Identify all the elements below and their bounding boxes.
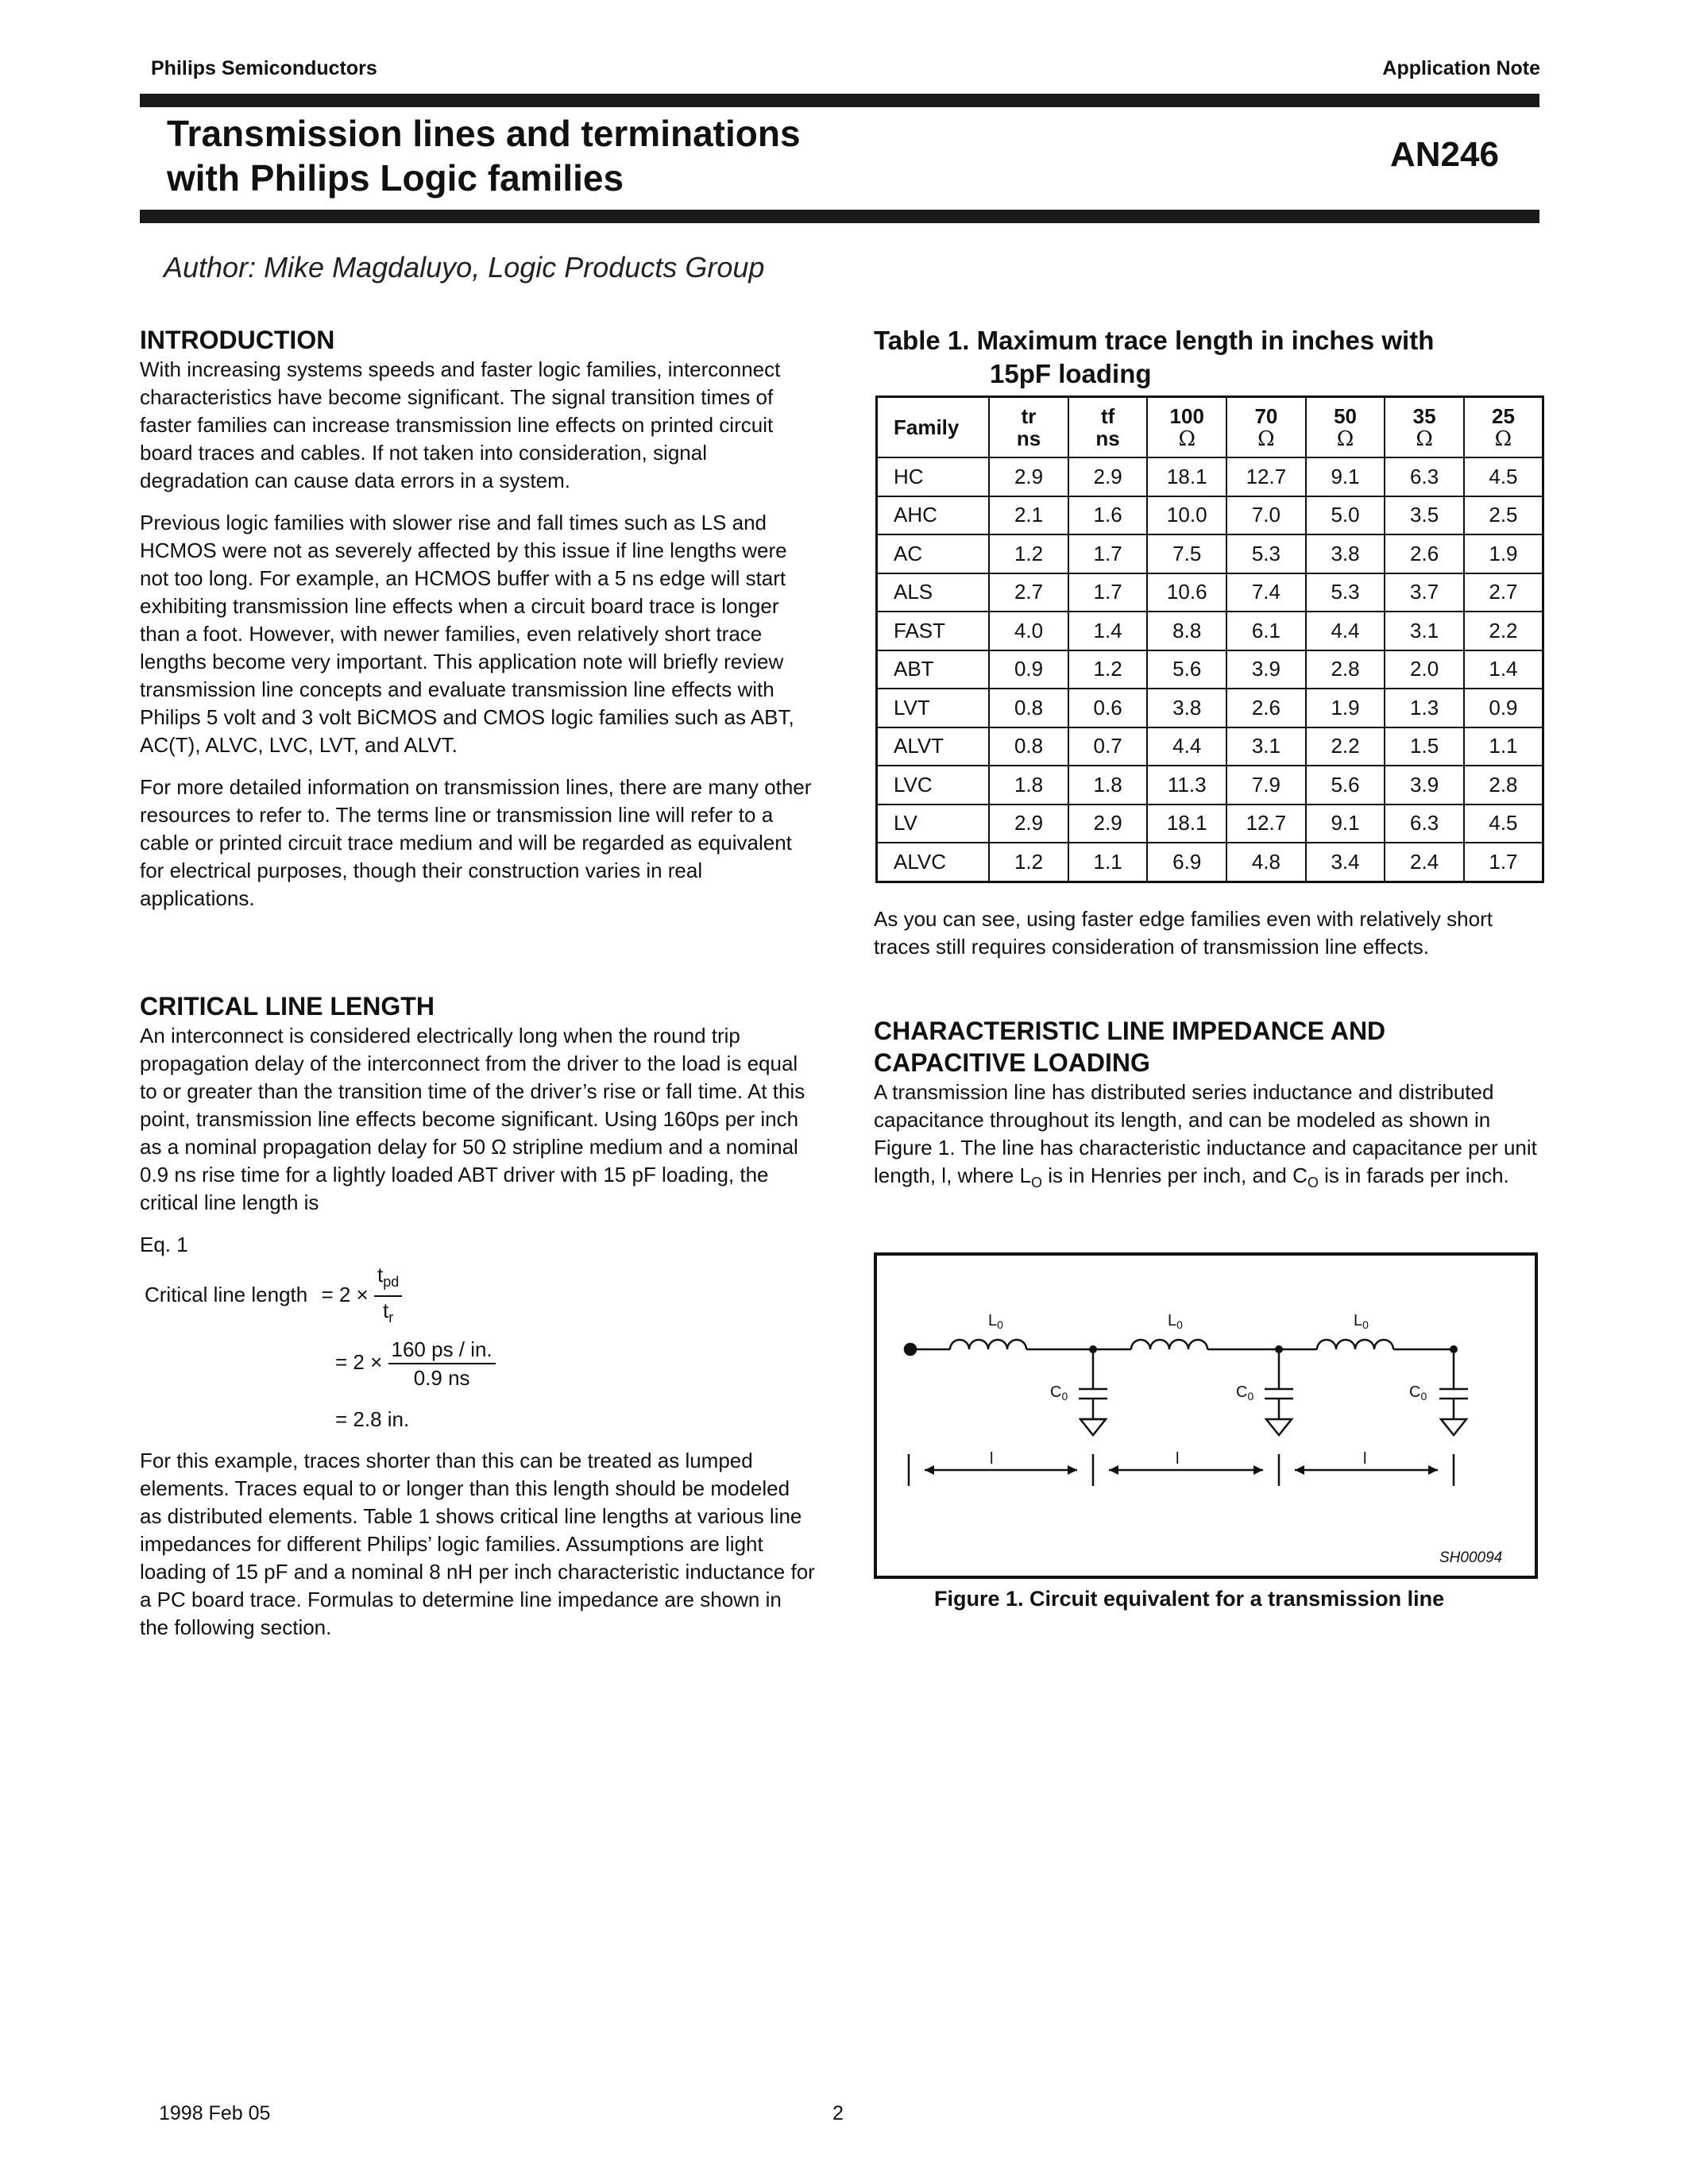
- value-cell: 1.7: [1068, 534, 1148, 573]
- critical-paragraph-1: An interconnect is considered electrically long when the round trip propagation delay of the interconnect from the driver to the load is equal to or greater than the transition time of the driver’s rise or fall time. At this point, transmission line effects become significant. Using 160ps per inch as a nominal propagation delay for 50 Ω stripline medium and a nominal 0.9 ns rise time for a lightly loaded ABT driver with 15 pF loading, the critical line length is: [140, 1024, 805, 1214]
- table-body: [877, 457, 1543, 882]
- value-cell: 0.6: [1068, 689, 1148, 727]
- value-cell: 18.1: [1147, 805, 1226, 843]
- value-cell: 1.1: [1068, 843, 1148, 882]
- value-cell: 5.0: [1306, 496, 1385, 535]
- page-number: 2: [832, 2102, 844, 2124]
- capacitor-3: [1439, 1349, 1468, 1435]
- value-cell: 2.7: [989, 573, 1068, 612]
- table-note: [874, 905, 1541, 975]
- document-id: AN246: [1390, 135, 1499, 174]
- value-cell: 12.7: [1226, 805, 1306, 843]
- critical-paragraph-2: For this example, traces shorter than this can be treated as lumped elements. Traces equal to or longer than this length should be modeled as distributed elements. Table 1 shows critical line lengths at various line impedances for different Philips’ logic families. Assumptions are light loading of 15 pF and a nominal 8 nH per inch characteristic inductance for a PC board trace. Formulas to determine line impedance are shown in the following section.: [140, 1449, 815, 1639]
- value-cell: 1.9: [1306, 689, 1385, 727]
- left-column-critical: [140, 990, 815, 1259]
- value-cell: 2.0: [1385, 650, 1464, 689]
- table-title: [874, 324, 1434, 391]
- value-cell: 1.5: [1385, 727, 1464, 766]
- column-header: 100 Ω: [1147, 397, 1226, 458]
- left-column-critical-2: [140, 1447, 815, 1656]
- value-cell: 4.5: [1464, 457, 1543, 496]
- capacitor-label: $C_0$: [1236, 1383, 1254, 1403]
- table-row: [877, 766, 1543, 805]
- value-cell: 7.4: [1226, 573, 1306, 612]
- author-line: Author: Mike Magdaluyo, Logic Products Group: [164, 251, 765, 284]
- equation-operator-1: = 2 ×: [321, 1283, 369, 1307]
- length-label: l: [1363, 1450, 1367, 1468]
- table-row: [877, 534, 1543, 573]
- family-cell: LVC: [877, 766, 990, 805]
- numerator-2: 160 ps / in.: [388, 1336, 496, 1364]
- value-cell: 0.7: [1068, 727, 1148, 766]
- equation-lhs: Critical line length: [145, 1283, 308, 1307]
- value-cell: 5.3: [1226, 534, 1306, 573]
- column-header: 25 Ω: [1464, 397, 1543, 458]
- family-cell: ALVC: [877, 843, 990, 882]
- family-cell: AHC: [877, 496, 990, 535]
- value-cell: 2.5: [1464, 496, 1543, 535]
- value-cell: 1.8: [1068, 766, 1148, 805]
- table-title-line-2: 15pF loading: [990, 359, 1152, 388]
- intro-paragraph-2: Previous logic families with slower rise and fall times such as LS and HCMOS were not as severely affected by this issue if line lengths were not too long. For example, an HCMOS buffer with a 5 ns edge will start exhibiting transmission line effects when a circuit board trace is longer than a foot. However, with newer families, even relatively short trace lengths become very important. This application note will briefly review transmission line concepts and evaluate transmission line effects with Philips 5 volt and 3 volt BiCMOS and CMOS logic families such as ABT, AC(T), ALVC, LVC, LVT, and ALVT.: [140, 511, 794, 757]
- value-cell: 18.1: [1147, 457, 1226, 496]
- equation-fraction-1: [374, 1261, 402, 1331]
- table-row: [877, 805, 1543, 843]
- circuit-diagram: [877, 1256, 1535, 1576]
- family-cell: HC: [877, 457, 990, 496]
- value-cell: 1.8: [989, 766, 1068, 805]
- table-row: [877, 650, 1543, 689]
- equation-operator-2: = 2 ×: [335, 1349, 383, 1374]
- value-cell: 1.9: [1464, 534, 1543, 573]
- table-row: [877, 612, 1543, 650]
- capacitor-1: [1079, 1349, 1107, 1435]
- length-label: l: [990, 1450, 994, 1468]
- equation-line-1: [145, 1261, 402, 1331]
- table-header-row: [877, 397, 1543, 458]
- value-cell: 1.3: [1385, 689, 1464, 727]
- family-cell: ABT: [877, 650, 990, 689]
- equation-line-2: [335, 1336, 496, 1391]
- value-cell: 9.1: [1306, 457, 1385, 496]
- table-row: [877, 843, 1543, 882]
- numerator-1: t: [377, 1263, 384, 1287]
- figure-box: [874, 1252, 1538, 1579]
- characteristic-paragraph: A transmission line has distributed series inductance and distributed capacitance throughout its length, and can be modeled as shown in Figure 1. The line has characteristic inductance and capacitance per unit length, l, where $L_O$ is in Henries per inch, and $C_O$ is in farads per inch.: [874, 1080, 1537, 1191]
- value-cell: 5.6: [1147, 650, 1226, 689]
- value-cell: 2.6: [1385, 534, 1464, 573]
- value-cell: 6.3: [1385, 457, 1464, 496]
- denominator-1: t: [382, 1298, 389, 1323]
- column-header: 70 Ω: [1226, 397, 1306, 458]
- column-header: tf ns: [1068, 397, 1148, 458]
- value-cell: 2.9: [989, 457, 1068, 496]
- value-cell: 6.3: [1385, 805, 1464, 843]
- footer-date: 1998 Feb 05: [159, 2102, 271, 2124]
- figure-code: SH00094: [1439, 1549, 1503, 1566]
- value-cell: 2.9: [1068, 457, 1148, 496]
- equation-fraction-2: [388, 1336, 496, 1391]
- column-header: 35 Ω: [1385, 397, 1464, 458]
- value-cell: 12.7: [1226, 457, 1306, 496]
- value-cell: 7.5: [1147, 534, 1226, 573]
- inductor-label: $L_0$: [1168, 1312, 1183, 1331]
- value-cell: 2.9: [989, 805, 1068, 843]
- right-column-characteristic: [874, 1015, 1541, 1211]
- value-cell: 0.9: [1464, 689, 1543, 727]
- family-cell: ALVT: [877, 727, 990, 766]
- value-cell: 2.6: [1226, 689, 1306, 727]
- value-cell: 2.4: [1385, 843, 1464, 882]
- table-row: [877, 573, 1543, 612]
- table-row: [877, 496, 1543, 535]
- value-cell: 0.8: [989, 727, 1068, 766]
- value-cell: 1.7: [1068, 573, 1148, 612]
- value-cell: 4.8: [1226, 843, 1306, 882]
- value-cell: 3.9: [1385, 766, 1464, 805]
- inductor-2: [1131, 1340, 1207, 1349]
- family-cell: LVT: [877, 689, 990, 727]
- value-cell: 3.1: [1226, 727, 1306, 766]
- value-cell: 0.8: [989, 689, 1068, 727]
- title-line-2: with Philips Logic families: [167, 157, 624, 199]
- value-cell: 4.0: [989, 612, 1068, 650]
- value-cell: 2.8: [1306, 650, 1385, 689]
- value-cell: 3.5: [1385, 496, 1464, 535]
- value-cell: 4.5: [1464, 805, 1543, 843]
- capacitor-2: [1265, 1349, 1293, 1435]
- value-cell: 1.1: [1464, 727, 1543, 766]
- value-cell: 5.6: [1306, 766, 1385, 805]
- table-note-text: As you can see, using faster edge families even with relatively short traces still requires consideration of transmission line effects.: [874, 907, 1493, 959]
- characteristic-heading-line-2: CAPACITIVE LOADING: [874, 1048, 1150, 1077]
- value-cell: 2.2: [1464, 612, 1543, 650]
- value-cell: 1.7: [1464, 843, 1543, 882]
- value-cell: 1.2: [989, 843, 1068, 882]
- value-cell: 2.8: [1464, 766, 1543, 805]
- equation-result: = 2.8 in.: [335, 1407, 410, 1431]
- inductor-label: $L_0$: [1354, 1312, 1369, 1331]
- figure-caption: Figure 1. Circuit equivalent for a transmission line: [934, 1587, 1445, 1611]
- value-cell: 2.7: [1464, 573, 1543, 612]
- value-cell: 1.2: [989, 534, 1068, 573]
- intro-paragraph-3: For more detailed information on transmission lines, there are many other resources to refer to. The terms line or transmission line will refer to a cable or printed circuit trace medium and will be regarded as equivalent for electrical purposes, though their construction varies in real applications.: [140, 775, 812, 910]
- value-cell: 5.3: [1306, 573, 1385, 612]
- characteristic-heading: [874, 1015, 1541, 1078]
- document-title: [167, 111, 801, 200]
- table-row: [877, 457, 1543, 496]
- family-cell: LV: [877, 805, 990, 843]
- column-header: 50 Ω: [1306, 397, 1385, 458]
- intro-heading: INTRODUCTION: [140, 326, 335, 354]
- denominator-1-sub: r: [388, 1310, 394, 1326]
- company-name: Philips Semiconductors: [151, 57, 377, 79]
- table-title-line-1: Table 1. Maximum trace length in inches with: [874, 326, 1435, 355]
- characteristic-heading-line-1: CHARACTERISTIC LINE IMPEDANCE AND: [874, 1017, 1386, 1045]
- value-cell: 7.0: [1226, 496, 1306, 535]
- numerator-1-sub: pd: [383, 1274, 400, 1291]
- value-cell: 1.4: [1068, 612, 1148, 650]
- inductor-1: [950, 1340, 1026, 1349]
- column-header: tr ns: [989, 397, 1068, 458]
- value-cell: 7.9: [1226, 766, 1306, 805]
- capacitor-label: $C_0$: [1409, 1383, 1427, 1403]
- value-cell: 6.9: [1147, 843, 1226, 882]
- length-label: l: [1176, 1450, 1180, 1468]
- table-row: [877, 689, 1543, 727]
- value-cell: 9.1: [1306, 805, 1385, 843]
- inductor-3: [1317, 1340, 1393, 1349]
- value-cell: 3.7: [1385, 573, 1464, 612]
- value-cell: 2.1: [989, 496, 1068, 535]
- critical-heading: CRITICAL LINE LENGTH: [140, 992, 435, 1021]
- value-cell: 0.9: [989, 650, 1068, 689]
- bottom-rule: [140, 210, 1539, 223]
- inductor-label: $L_0$: [988, 1312, 1003, 1331]
- document-type: Application Note: [1382, 57, 1540, 79]
- value-cell: 1.2: [1068, 650, 1148, 689]
- value-cell: 3.9: [1226, 650, 1306, 689]
- value-cell: 1.6: [1068, 496, 1148, 535]
- trace-length-table: [875, 396, 1544, 883]
- value-cell: 2.9: [1068, 805, 1148, 843]
- equation-label: Eq. 1: [140, 1233, 188, 1256]
- value-cell: 3.8: [1306, 534, 1385, 573]
- family-cell: ALS: [877, 573, 990, 612]
- value-cell: 3.4: [1306, 843, 1385, 882]
- family-cell: FAST: [877, 612, 990, 650]
- title-line-1: Transmission lines and terminations: [167, 113, 801, 154]
- intro-paragraph-1: With increasing systems speeds and faster logic families, interconnect characteristics have become significant. The signal transition times of faster families can increase transmission line effects on printed circuit board traces and cables. If not taken into consideration, signal degradation can cause data errors in a system.: [140, 357, 781, 492]
- value-cell: 3.8: [1147, 689, 1226, 727]
- left-column-intro: [140, 324, 815, 927]
- value-cell: 8.8: [1147, 612, 1226, 650]
- value-cell: 10.0: [1147, 496, 1226, 535]
- value-cell: 4.4: [1306, 612, 1385, 650]
- family-cell: AC: [877, 534, 990, 573]
- table-row: [877, 727, 1543, 766]
- capacitor-label: $C_0$: [1050, 1383, 1068, 1403]
- value-cell: 6.1: [1226, 612, 1306, 650]
- value-cell: 1.4: [1464, 650, 1543, 689]
- value-cell: 3.1: [1385, 612, 1464, 650]
- top-rule: [140, 94, 1539, 107]
- value-cell: 2.2: [1306, 727, 1385, 766]
- value-cell: 4.4: [1147, 727, 1226, 766]
- value-cell: 10.6: [1147, 573, 1226, 612]
- denominator-2: 0.9 ns: [413, 1366, 470, 1390]
- column-header: Family: [877, 397, 990, 458]
- value-cell: 11.3: [1147, 766, 1226, 805]
